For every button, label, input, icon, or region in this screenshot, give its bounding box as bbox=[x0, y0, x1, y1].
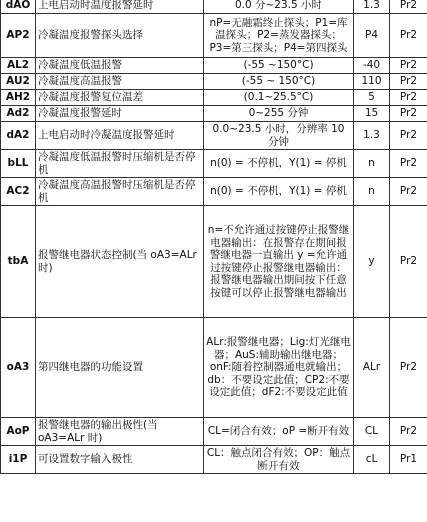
table-row bbox=[1, 178, 427, 206]
param-level: Pr2 bbox=[390, 90, 427, 106]
param-code: Ad2 bbox=[1, 106, 36, 122]
param-description: 可设置数字输入极性 bbox=[36, 446, 204, 474]
table-row bbox=[1, 418, 427, 446]
param-level: Pr2 bbox=[390, 206, 427, 318]
param-range: 0.0 分~23.5 小时 bbox=[204, 0, 354, 14]
param-range: CL：触点闭合有效；OP：触点断开有效 bbox=[204, 446, 354, 474]
param-code: AU2 bbox=[1, 74, 36, 90]
param-level: Pr2 bbox=[390, 122, 427, 150]
param-default: 1.3 bbox=[354, 0, 390, 14]
param-code: dA2 bbox=[1, 122, 36, 150]
param-range: ALr:报警继电器；Lig:灯光继电器；AuS:辅助输出继电器；onF:随着控制器通电就输出；db：不要设定此值；CP2:不要设定此值；dF2:不要设定此值 bbox=[204, 318, 354, 418]
param-default: cL bbox=[354, 446, 390, 474]
param-default: y bbox=[354, 206, 390, 318]
param-code: AL2 bbox=[1, 58, 36, 74]
param-level: Pr2 bbox=[390, 58, 427, 74]
param-code: bLL bbox=[1, 150, 36, 178]
param-range: 0.0~23.5 小时，分辨率 10 分钟 bbox=[204, 122, 354, 150]
param-description: 冷凝温度报警探头选择 bbox=[36, 14, 204, 58]
param-range: CL=闭合有效；oP =断开有效 bbox=[204, 418, 354, 446]
param-description: 冷凝温度报警延时 bbox=[36, 106, 204, 122]
param-description: 冷凝温度高温报警时压缩机是否停机 bbox=[36, 178, 204, 206]
param-default: ALr bbox=[354, 318, 390, 418]
table-row bbox=[1, 446, 427, 474]
table-row bbox=[1, 206, 427, 318]
table-row bbox=[1, 58, 427, 74]
table-row bbox=[1, 90, 427, 106]
param-range: nP=无融霜终止探头；P1=库温探头；P2=蒸发器探头；P3=第三探头；P4=第四探头 bbox=[204, 14, 354, 58]
param-code: i1P bbox=[1, 446, 36, 474]
param-code: AC2 bbox=[1, 178, 36, 206]
param-description: 第四继电器的功能设置 bbox=[36, 318, 204, 418]
table-row bbox=[1, 74, 427, 90]
param-default: -40 bbox=[354, 58, 390, 74]
param-range: n(0) = 不停机，Y(1) = 停机 bbox=[204, 178, 354, 206]
param-range: (0.1~25.5°C) bbox=[204, 90, 354, 106]
param-code: tbA bbox=[1, 206, 36, 318]
param-default: 15 bbox=[354, 106, 390, 122]
param-code: AH2 bbox=[1, 90, 36, 106]
param-code: dAO bbox=[1, 0, 36, 14]
table-row bbox=[1, 122, 427, 150]
param-level: Pr1 bbox=[390, 446, 427, 474]
param-default: n bbox=[354, 150, 390, 178]
param-level: Pr2 bbox=[390, 318, 427, 418]
param-level: Pr2 bbox=[390, 74, 427, 90]
param-level: Pr2 bbox=[390, 178, 427, 206]
param-range: 0~255 分钟 bbox=[204, 106, 354, 122]
param-default: P4 bbox=[354, 14, 390, 58]
param-description: 冷凝温度低温报警 bbox=[36, 58, 204, 74]
param-range: (-55 ~ 150°C) bbox=[204, 74, 354, 90]
param-code: oA3 bbox=[1, 318, 36, 418]
param-range: n=不允许通过按键停止报警继电器输出：在报警存在期间报警继电器一直输出 y =允许通过按键停止报警继电器输出：报警继电器输出期间按下任意按键可以停止报警继电器输出 bbox=[204, 206, 354, 318]
param-default: CL bbox=[354, 418, 390, 446]
param-description: 报警继电器的输出极性(当 oA3=ALr 时) bbox=[36, 418, 204, 446]
param-range: n(0) = 不停机，Y(1) = 停机 bbox=[204, 150, 354, 178]
param-description: 上电启动时温度报警延时 bbox=[36, 0, 204, 14]
table-row bbox=[1, 14, 427, 58]
table-row bbox=[1, 106, 427, 122]
param-code: AoP bbox=[1, 418, 36, 446]
param-description: 冷凝温度报警复位温差 bbox=[36, 90, 204, 106]
table-row bbox=[1, 318, 427, 418]
param-default: 110 bbox=[354, 74, 390, 90]
param-level: Pr2 bbox=[390, 418, 427, 446]
param-code: AP2 bbox=[1, 14, 36, 58]
param-description: 上电启动时冷凝温度报警延时 bbox=[36, 122, 204, 150]
param-range: (-55 ~150°C) bbox=[204, 58, 354, 74]
param-default: n bbox=[354, 178, 390, 206]
param-level: Pr2 bbox=[390, 106, 427, 122]
table-row bbox=[1, 150, 427, 178]
param-default: 1.3 bbox=[354, 122, 390, 150]
table-row bbox=[1, 0, 427, 14]
param-description: 冷凝温度低温报警时压缩机是否停机 bbox=[36, 150, 204, 178]
param-level: Pr2 bbox=[390, 150, 427, 178]
param-default: 5 bbox=[354, 90, 390, 106]
param-description: 报警继电器状态控制(当 oA3=ALr 时) bbox=[36, 206, 204, 318]
param-level: Pr2 bbox=[390, 0, 427, 14]
param-level: Pr2 bbox=[390, 14, 427, 58]
param-description: 冷凝温度高温报警 bbox=[36, 74, 204, 90]
